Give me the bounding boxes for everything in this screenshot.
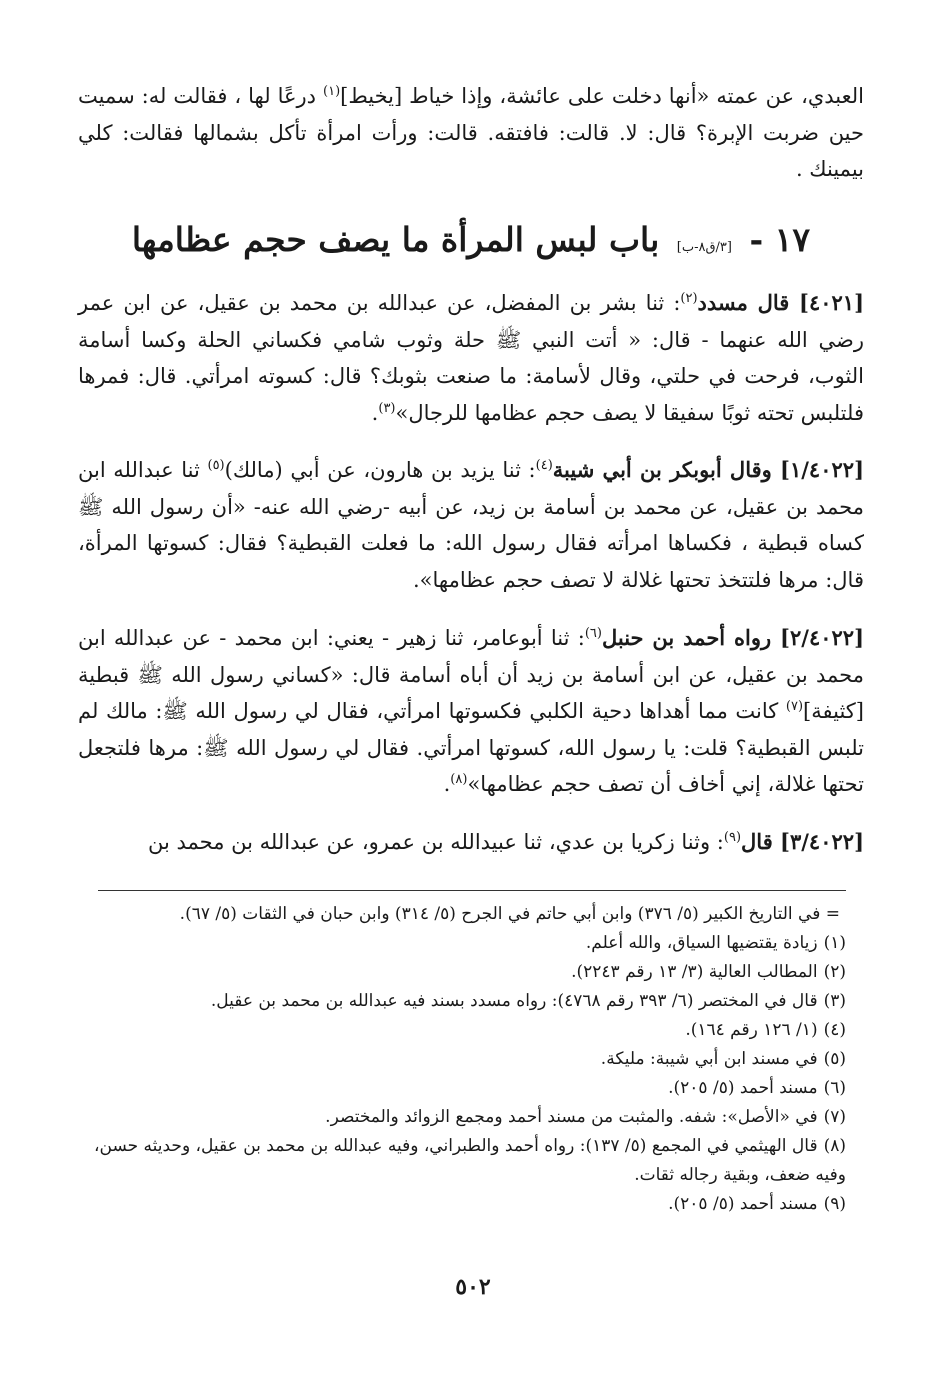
hadith-text-4021-end: . (371, 400, 379, 425)
footnote-separator (98, 890, 846, 891)
hadith-text-4021: : ثنا بشر بن المفضل، عن عبدالله بن محمد بن عقيل، عن ابن عمر رضي الله عنهما - قال: « أتت النبي ﷺ حلة وثوب شامي فكساني الحلة وكسا أسامة الثوب، فرحت في حلتي، وقال لأسامة: ما صنعت بثوبك؟ قال: كسوته امرأتي. قال: فمرها فلتلبس تحته ثوبًا سفيقا لا يصف حجم عظامها للرجال» (78, 291, 864, 425)
footnote-item (78, 1016, 846, 1045)
footnote-marker-9[interactable]: (٩) (723, 830, 742, 845)
intro-paragraph (78, 78, 864, 188)
footnote-number: (٩) (823, 1194, 846, 1214)
footnote-text: في مسند ابن أبي شيبة: مليكة. (600, 1049, 818, 1069)
hadith-text-4022-1b: ثنا عبدالله ابن محمد بن عقيل، عن محمد بن أسامة بن زيد، عن أبيه -رضي الله عنه- «أن رسول الله ﷺ كساه قبطية ، فكساها امرأته فقال رسول الله: ما فعلت القبطية؟ فقال: كسوتها المرأة، قال: مرها فلتتخذ تحتها غلالة لا تصف حجم عظامها». (78, 458, 864, 592)
hadith-text-4022-2a: : ثنا أبوعامر، ثنا زهير - يعني: ابن محمد - عن عبدالله ابن محمد بن عقيل، عن ابن أسامة بن زيد أن أباه أسامة قال: «كساني رسول الله ﷺ قبطية [كثيفة] (78, 626, 864, 723)
footnote-text: قال في المختصر (٦/ ٣٩٣ رقم ٤٧٦٨): رواه مسدد بسند فيه عبدالله بن محمد بن عقيل. (210, 991, 818, 1011)
footnote-item (78, 1045, 846, 1074)
footnote-number: (٢) (823, 962, 846, 982)
footnote-text: = في التاريخ الكبير (٥/ ٣٧٦) وابن أبي حاتم في الجرح (٥/ ٣١٤) وابن حبان في الثقات (٥/ ٦٧). (179, 904, 840, 924)
hadith-ref-4022-1: [١/٤٠٢٢] وقال أبوبكر بن أبي شيبة (552, 457, 864, 482)
hadith-text-4022-2c: . (443, 772, 451, 796)
hadith-4021 (78, 285, 864, 431)
hadith-4022-1 (78, 452, 864, 598)
manuscript-folio-ref: [٣/ق٨-ب] (676, 240, 732, 255)
chapter-title: باب لبس المرأة ما يصف حجم عظامها (131, 220, 660, 259)
intro-text-1: العبدي، عن عمته «أنها دخلت على عائشة، وإذا خياط [يخيط] (340, 84, 865, 108)
footnote-number: (٥) (823, 1049, 846, 1069)
hadith-text-4022-3: : وثنا زكريا بن عدي، ثنا عبيدالله بن عمرو، عن عبدالله بن محمد بن (148, 830, 724, 854)
footnote-marker-4[interactable]: (٤) (535, 458, 553, 473)
footnote-number: (٧) (823, 1107, 846, 1127)
footnote-number: (٤) (823, 1020, 846, 1040)
footnote-item (78, 1103, 846, 1132)
footnote-item (78, 987, 846, 1016)
hadith-4022-2 (78, 620, 864, 803)
hadith-text-4022-2b: كانت مما أهداها دحية الكلبي فكسوتها امرأتي، فقال لي رسول الله ﷺ: مالك لم تلبس القبطية؟ قلت: يا رسول الله، كسوتها امرأتي. فقال لي رسول الله ﷺ: مرها فلتجعل تحتها غلالة، إني أخاف أن تصف حجم عظامها» (78, 699, 864, 796)
footnote-item (78, 958, 846, 987)
footnotes (78, 900, 846, 1219)
footnote-item (78, 929, 846, 958)
footnote-item (78, 1132, 846, 1190)
footnote-text: زيادة يقتضيها السياق، والله أعلم. (585, 933, 818, 953)
footnote-item (78, 900, 846, 929)
chapter-number: ١٧ - (749, 220, 811, 259)
page-number: ٥٠٢ (455, 1274, 491, 1300)
footnote-text: في «الأصل»: شفه. والمثبت من مسند أحمد ومجمع الزوائد والمختصر. (325, 1107, 818, 1127)
footnote-marker-2[interactable]: (٢) (680, 291, 698, 306)
footnote-marker-1[interactable]: (١) (323, 84, 341, 99)
footnote-text: قال الهيثمي في المجمع (٥/ ١٣٧): رواه أحمد والطبراني، وفيه عبدالله بن محمد بن عقيل، وحديثه حسن، وفيه ضعف، وبقية رجاله ثقات. (94, 1136, 846, 1185)
hadith-4022-3 (78, 824, 864, 861)
footnote-item (78, 1190, 846, 1219)
footnote-number: (٨) (823, 1136, 846, 1156)
footnote-text: (١/ ١٢٦ رقم ١٦٤). (685, 1020, 818, 1040)
footnote-marker-7[interactable]: (٧) (785, 699, 804, 714)
footnote-marker-3[interactable]: (٣) (378, 400, 396, 416)
footnote-marker-8[interactable]: (٨) (450, 772, 468, 787)
footnote-number: (٦) (823, 1078, 846, 1098)
footnote-number: (١) (823, 933, 846, 953)
chapter-heading (78, 215, 864, 273)
footnote-marker-6[interactable]: (٦) (584, 626, 602, 641)
footnote-item (78, 1074, 846, 1103)
footnote-text: مسند أحمد (٥/ ٢٠٥). (668, 1078, 818, 1098)
intro-text-2: درعًا لها ، فقالت له: سميت حين ضربت الإبرة؟ قال: لا. قالت: فافتقه. قالت: ورأت امرأة تأكل بشمالها فقالت: كلي بيمينك . (78, 84, 864, 181)
hadith-ref-4022-2: [٢/٤٠٢٢] رواه أحمد بن حنبل (601, 625, 865, 650)
hadith-ref-4022-3: [٣/٤٠٢٢] قال (741, 829, 864, 854)
footnote-number: (٣) (823, 991, 846, 1011)
hadith-ref-4021: [٤٠٢١] قال مسدد (697, 290, 864, 315)
footnote-text: المطالب العالية (٣/ ١٣ رقم ٢٢٤٣). (571, 962, 818, 982)
hadith-text-4022-1a: : ثنا يزيد بن هارون، عن أبي (مالك) (224, 458, 536, 482)
footnote-text: مسند أحمد (٥/ ٢٠٥). (668, 1194, 818, 1214)
footnote-marker-5[interactable]: (٥) (207, 458, 225, 473)
